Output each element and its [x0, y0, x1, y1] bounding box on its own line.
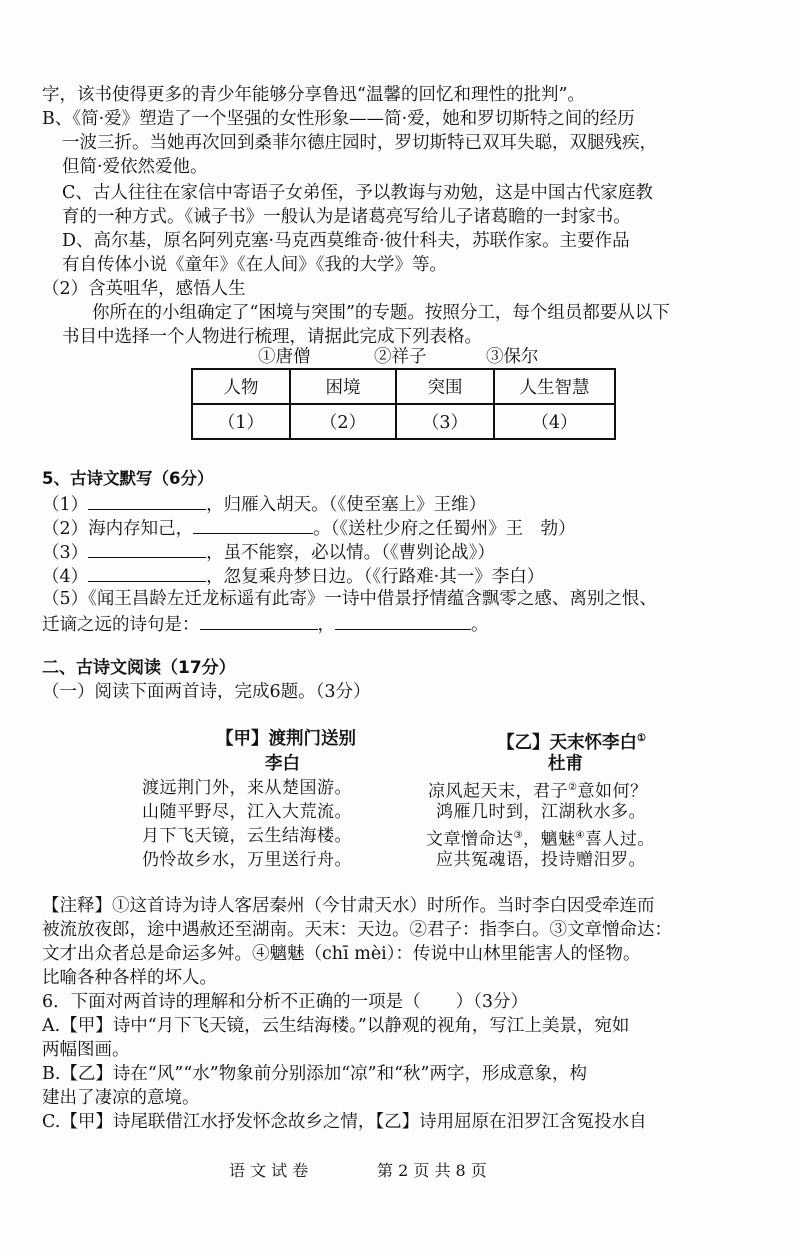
q5-item5-end: 。 [471, 615, 489, 635]
table-answer-cell[interactable]: （2） [290, 404, 396, 439]
q5-item1-text: ，归雁入胡天。（《使至塞上》王维） [206, 495, 487, 515]
poem-a-line: 山随平野尽，江入大荒流。 [142, 802, 352, 822]
table-header-cell: 人物 [192, 369, 290, 404]
note-marker: ③ [513, 830, 523, 841]
table-header-cell: 困境 [290, 369, 396, 404]
table-answer-cell[interactable]: （4） [494, 404, 615, 439]
poem-b-author: 杜甫 [548, 754, 583, 774]
table-header-row [192, 369, 615, 404]
option-c-line2: 育的一种方式。《诫子书》一般认为是诸葛亮写给儿子诸葛瞻的一封家书。 [62, 207, 631, 227]
q5-item5-sep: ， [317, 615, 335, 635]
q4-part2-line1: 你所在的小组确定了“困境与突围”的专题。按照分工，每个组员都要从以下 [92, 303, 670, 323]
q5-item5-line1: （5）《闻王昌龄左迁龙标遥有此寄》一诗中借景抒情蕴含飘零之感、离别之恨、 [42, 589, 657, 609]
option-d-line1: D、高尔基，原名阿列克塞·马克西莫维奇·彼什科夫，苏联作家。主要作品 [62, 231, 630, 251]
section2-subheading: （一）阅读下面两首诗，完成6题。（3分） [42, 682, 371, 702]
q5-item1 [42, 491, 486, 517]
poem-a-line: 仍怜故乡水，万里送行舟。 [142, 850, 352, 870]
q4-part2-line2: 书目中选择一个人物进行梳理，请据此完成下列表格。 [62, 327, 482, 347]
poem-b-title-text: 【乙】天末怀李白 [497, 732, 637, 753]
table-answer-cell[interactable]: （3） [396, 404, 494, 439]
q5-item5-label: 迁谪之远的诗句是： [42, 615, 200, 635]
q6-option-a-line2: 两幅图画。 [42, 1040, 130, 1060]
answer-blank[interactable] [88, 491, 206, 510]
q6-option-b-line2: 建出了凄凉的意境。 [42, 1088, 200, 1108]
q6-stem: 6．下面对两首诗的理解和分析不正确的一项是（ ）（3分） [42, 992, 529, 1012]
table-row [192, 404, 615, 439]
q5-item2 [42, 515, 576, 541]
q5-item2-text: 。（《送杜少府之任蜀州》王 勃） [313, 519, 576, 539]
q5-item4-text: ，忽复乘舟梦日边。（《行路难·其一》李白） [206, 567, 545, 587]
notes-line1: 【注释】①这首诗为诗人客居秦州（今甘肃天水）时所作。当时李白因受牵连而 [42, 896, 655, 916]
choice-baoer: ③保尔 [486, 347, 539, 367]
table-answer-cell[interactable]: （1） [192, 404, 290, 439]
option-b-line1: B、《简·爱》塑造了一个坚强的女性形象——简·爱，她和罗切斯特之间的经历 [42, 109, 635, 129]
option-b-line3: 但简·爱依然爱他。 [62, 157, 208, 177]
notes-line2: 被流放夜郎，途中遇赦还至湖南。天末：天边。②君子：指李白。③文章憎命达： [42, 920, 672, 940]
notes-line3: 文才出众者总是命运多舛。④魑魅（chī mèi）：传说中山林里能害人的怪物。 [42, 944, 641, 964]
notes-line4: 比喻各种各样的坏人。 [42, 968, 217, 988]
poem-b-line-text: ，魑魅 [522, 829, 576, 850]
note-marker: ① [637, 733, 646, 744]
poem-b-title [497, 727, 646, 755]
option-b-line2: 一波三折。当她再次回到桑菲尔德庄园时，罗切斯特已双耳失聪，双腿残疾， [62, 133, 657, 153]
answer-blank[interactable] [88, 539, 206, 558]
footer-page-number: 第 2 页 共 8 页 [377, 1161, 487, 1180]
answer-blank[interactable] [335, 611, 471, 630]
option-d-line2: 有自传体小说《童年》《在人间》《我的大学》等。 [62, 255, 447, 275]
q6-option-a-line1: A.【甲】诗中“月下飞天镜，云生结海楼。”以静观的视角，写江上美景，宛如 [42, 1016, 630, 1036]
q5-item5-line2 [42, 611, 489, 637]
choice-tangseng: ①唐僧 [258, 347, 311, 367]
q5-item3 [42, 539, 495, 565]
q5-item1-label: （1） [42, 495, 89, 515]
character-table [191, 368, 616, 440]
section2-heading: 二、古诗文阅读（17分） [42, 658, 236, 678]
table-header-cell: 人生智慧 [494, 369, 615, 404]
answer-blank[interactable] [200, 611, 318, 630]
q5-heading: 5、古诗文默写（6分） [42, 469, 214, 488]
answer-blank[interactable] [88, 563, 206, 582]
option-a-tail: 字，该书使得更多的青少年能够分享鲁迅“温馨的回忆和理性的批判”。 [42, 85, 585, 105]
option-c-line1: C、古人往往在家信中寄语子女弟侄，予以教诲与劝勉，这是中国古代家庭教 [62, 183, 653, 203]
poem-b-line-text: 文章憎命达 [426, 829, 514, 850]
table-header-cell: 突围 [396, 369, 494, 404]
q6-option-c-line1: C.【甲】诗尾联借江水抒发怀念故乡之情，【乙】诗用屈原在汨罗江含冤投水自 [42, 1112, 647, 1132]
q5-item2-label: （2）海内存知己， [42, 519, 194, 539]
poem-b-line-text: 意如何？ [577, 781, 648, 802]
note-marker: ② [568, 782, 578, 793]
answer-blank[interactable] [193, 515, 313, 534]
q5-item4 [42, 563, 544, 589]
poem-a-title: 【甲】渡荆门送别 [216, 729, 356, 749]
poem-a-line: 月下飞天镜，云生结海楼。 [142, 826, 352, 846]
poem-b-line: 应共冤魂语，投诗赠汨罗。 [436, 850, 646, 870]
q4-part2-heading: （2）含英咀华，感悟人生 [42, 279, 246, 299]
poem-b-line: 鸿雁几时到，江湖秋水多。 [436, 802, 646, 822]
q6-option-b-line1: B.【乙】诗在“风”“水”物象前分别添加“凉”和“秋”两字，形成意象，构 [42, 1064, 587, 1084]
q5-item3-text: ，虽不能察，必以情。（《曹刿论战》） [206, 543, 495, 563]
note-marker: ④ [575, 830, 585, 841]
choice-xiangzi: ②祥子 [374, 347, 427, 367]
q5-item4-label: （4） [42, 567, 89, 587]
poem-a-line: 渡远荆门外，来从楚国游。 [142, 778, 352, 798]
poem-b-line-text: 凉风起天末，君子 [428, 781, 568, 802]
footer-subject: 语 文 试 卷 [229, 1161, 309, 1180]
poem-b-line-text: 喜人过。 [584, 829, 655, 850]
poem-a-author: 李白 [265, 754, 300, 774]
q5-item3-label: （3） [42, 543, 89, 563]
